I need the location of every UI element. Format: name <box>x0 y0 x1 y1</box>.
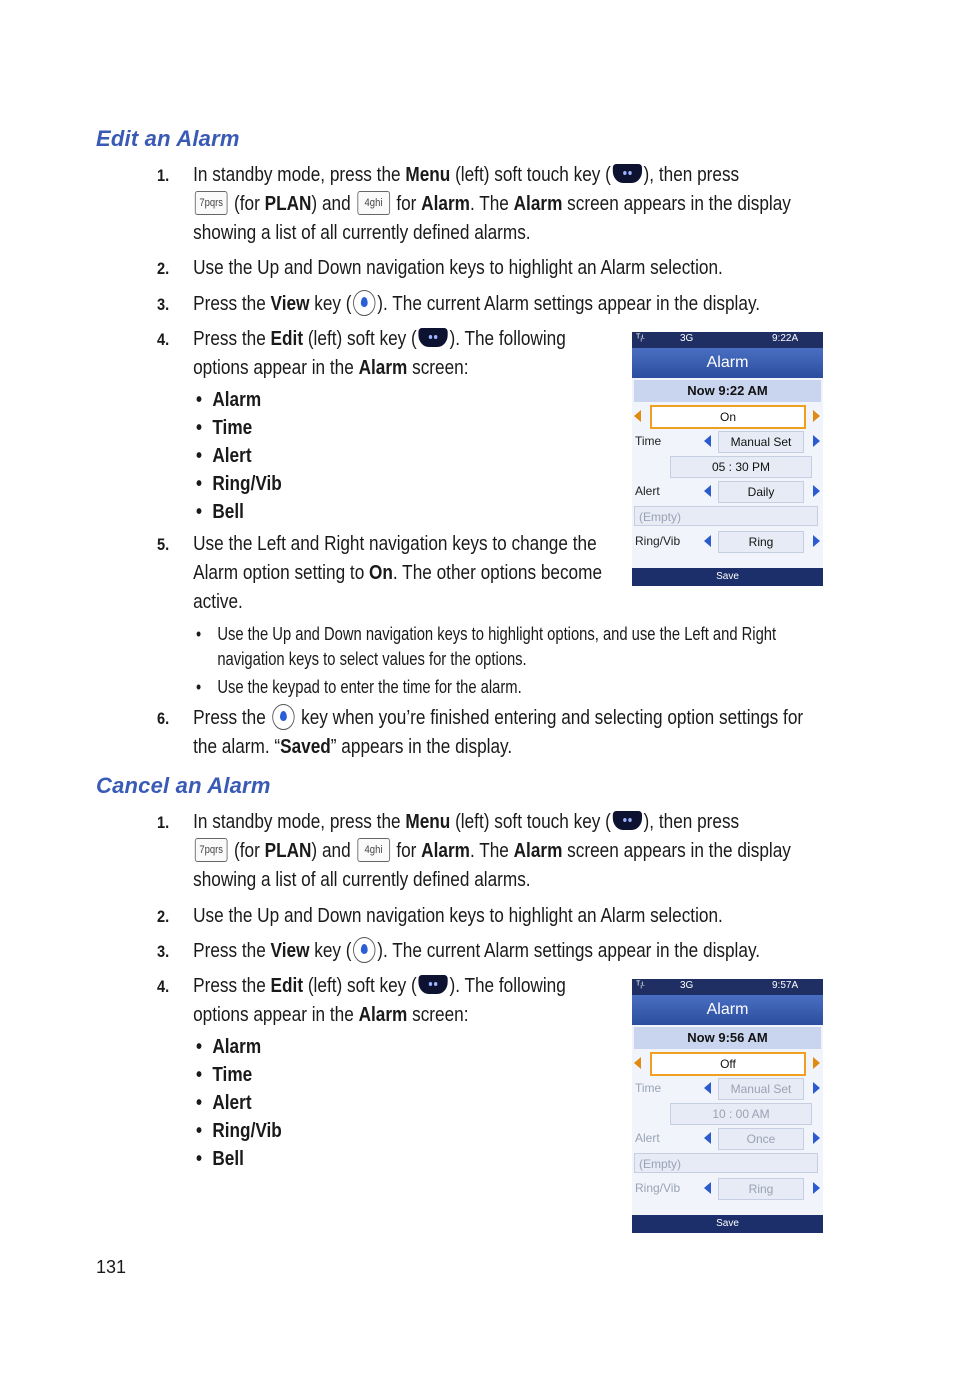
alarm-screen-edit <box>632 332 823 586</box>
step-text: In standby mode, press the Menu (left) soft touch key ( ), then press 7pqrs (for PLAN) and 4ghi for Alarm. The Alarm screen appears in the display showing a list of all currently defined alarms. <box>193 811 791 891</box>
section-title-edit-alarm: Edit an Alarm <box>96 126 240 151</box>
page-number: 131 <box>96 1257 127 1277</box>
soft-key-icon <box>419 328 448 347</box>
alarm-value[interactable]: Off <box>650 1052 806 1076</box>
key-7-icon: 7pqrs <box>195 838 228 862</box>
ok-key-icon <box>272 704 294 730</box>
alert-label: Alert <box>635 484 660 498</box>
bell-value[interactable]: (Empty) <box>634 506 818 526</box>
bell-row[interactable] <box>632 504 823 528</box>
status-bar <box>632 979 823 995</box>
alert-value[interactable]: Daily <box>718 481 804 503</box>
right-arrow-icon <box>813 485 820 497</box>
left-arrow-icon <box>704 535 711 547</box>
list-item: • Use the Up and Down navigation keys to highlight options, and use the Left and Right navigation keys to select values for the options. <box>196 622 819 672</box>
soft-key-icon <box>419 975 448 994</box>
ringvib-row[interactable] <box>632 529 823 553</box>
list-item: • Time <box>196 1061 282 1089</box>
right-arrow-icon <box>813 1182 820 1194</box>
ringvib-value[interactable]: Ring <box>718 1178 804 1200</box>
step-number: 4. <box>157 330 170 349</box>
bell-row[interactable] <box>632 1151 823 1175</box>
list-item: • Alert <box>196 442 282 470</box>
step-number: 5. <box>157 535 170 554</box>
alert-row[interactable] <box>632 1126 823 1150</box>
key-4-icon: 4ghi <box>357 838 390 862</box>
status-bar <box>632 332 823 348</box>
screen-title: Alarm <box>632 995 823 1025</box>
step-number: 2. <box>157 907 170 926</box>
list-item: • Time <box>196 414 282 442</box>
step-text: Press the Edit (left) soft key ( ). The following options appear in the Alarm screen: <box>193 975 566 1026</box>
list-item: • Alarm <box>196 1033 282 1061</box>
cancel-options-list <box>196 1033 282 1173</box>
step-text: Use the Left and Right navigation keys to change the Alarm option setting to On. The other options become active. <box>193 533 603 613</box>
list-item: • Ring/Vib <box>196 1117 282 1145</box>
status-time: 9:57A <box>772 980 799 991</box>
list-item: • Alert <box>196 1089 282 1117</box>
right-arrow-icon <box>813 535 820 547</box>
list-item: • Alarm <box>196 386 282 414</box>
bell-value[interactable]: (Empty) <box>634 1153 818 1173</box>
soft-key-icon <box>613 811 642 830</box>
step-text: Use the Up and Down navigation keys to highlight an Alarm selection. <box>193 905 723 927</box>
section-title-cancel-alarm: Cancel an Alarm <box>96 773 271 798</box>
save-softkey[interactable]: Save <box>632 568 823 586</box>
step-number: 4. <box>157 977 170 996</box>
step-number: 6. <box>157 709 170 728</box>
step-text: In standby mode, press the Menu (left) soft touch key ( ), then press 7pqrs (for PLAN) and 4ghi for Alarm. The Alarm screen appears in the display showing a list of all currently defined alarms. <box>193 164 791 244</box>
step-number: 3. <box>157 295 170 314</box>
screen-title: Alarm <box>632 348 823 378</box>
time-mode-row[interactable] <box>632 1076 823 1100</box>
save-softkey[interactable]: Save <box>632 1215 823 1233</box>
ringvib-row[interactable] <box>632 1176 823 1200</box>
right-arrow-icon <box>813 1057 820 1069</box>
right-arrow-icon <box>813 1082 820 1094</box>
current-time: Now 9:56 AM <box>634 1027 821 1049</box>
left-arrow-icon <box>704 1132 711 1144</box>
key-7-icon: 7pqrs <box>195 191 228 215</box>
left-arrow-icon <box>704 435 711 447</box>
key-4-icon: 4ghi <box>357 191 390 215</box>
list-item: • Use the keypad to enter the time for the alarm. <box>196 675 819 700</box>
alert-label: Alert <box>635 1131 660 1145</box>
step-number: 1. <box>157 813 170 832</box>
list-item: • Bell <box>196 498 282 526</box>
time-mode-value[interactable]: Manual Set <box>718 431 804 453</box>
alarm-screen-cancel <box>632 979 823 1233</box>
alarm-value[interactable]: On <box>650 405 806 429</box>
signal-icon: ᵀᵢᶫ <box>636 980 645 991</box>
time-value[interactable]: 10 : 00 AM <box>670 1103 812 1125</box>
time-mode-value[interactable]: Manual Set <box>718 1078 804 1100</box>
right-arrow-icon <box>813 1132 820 1144</box>
alarm-row[interactable] <box>632 1051 823 1075</box>
left-arrow-icon <box>704 1182 711 1194</box>
step-text: Use the Up and Down navigation keys to highlight an Alarm selection. <box>193 257 723 279</box>
time-value-row[interactable] <box>632 1101 823 1125</box>
step-number: 1. <box>157 166 170 185</box>
time-label: Time <box>635 434 662 448</box>
alarm-row[interactable] <box>632 404 823 428</box>
list-item: • Ring/Vib <box>196 470 282 498</box>
right-arrow-icon <box>813 435 820 447</box>
soft-key-icon <box>613 164 642 183</box>
step-text: Press the key when you’re finished entering and selecting option settings for the alarm. “Saved” appears in the display. <box>193 704 819 762</box>
left-arrow-icon <box>634 1057 641 1069</box>
ok-key-icon <box>353 937 375 963</box>
edit-options-list <box>196 386 282 526</box>
time-value[interactable]: 05 : 30 PM <box>670 456 812 478</box>
step-text: Press the View key ( ). The current Alarm settings appear in the display. <box>193 290 819 319</box>
right-arrow-icon <box>813 410 820 422</box>
signal-icon: ᵀᵢᶫ <box>636 333 645 344</box>
left-arrow-icon <box>704 485 711 497</box>
ringvib-label: Ring/Vib <box>635 534 681 548</box>
step-number: 2. <box>157 259 170 278</box>
alert-row[interactable] <box>632 479 823 503</box>
edit-step-5-notes <box>196 622 819 700</box>
ringvib-value[interactable]: Ring <box>718 531 804 553</box>
ringvib-label: Ring/Vib <box>635 1181 681 1195</box>
time-mode-row[interactable] <box>632 429 823 453</box>
time-label: Time <box>635 1081 662 1095</box>
network-indicator: 3G <box>680 980 694 991</box>
left-arrow-icon <box>704 1082 711 1094</box>
current-time: Now 9:22 AM <box>634 380 821 402</box>
left-arrow-icon <box>634 410 641 422</box>
network-indicator: 3G <box>680 333 694 344</box>
step-text: Press the View key ( ). The current Alarm settings appear in the display. <box>193 937 819 966</box>
status-time: 9:22A <box>772 333 799 344</box>
ok-key-icon <box>353 290 375 316</box>
step-number: 3. <box>157 942 170 961</box>
time-value-row[interactable] <box>632 454 823 478</box>
list-item: • Bell <box>196 1145 282 1173</box>
step-text: Press the Edit (left) soft key ( ). The following options appear in the Alarm screen: <box>193 328 566 379</box>
alert-value[interactable]: Once <box>718 1128 804 1150</box>
